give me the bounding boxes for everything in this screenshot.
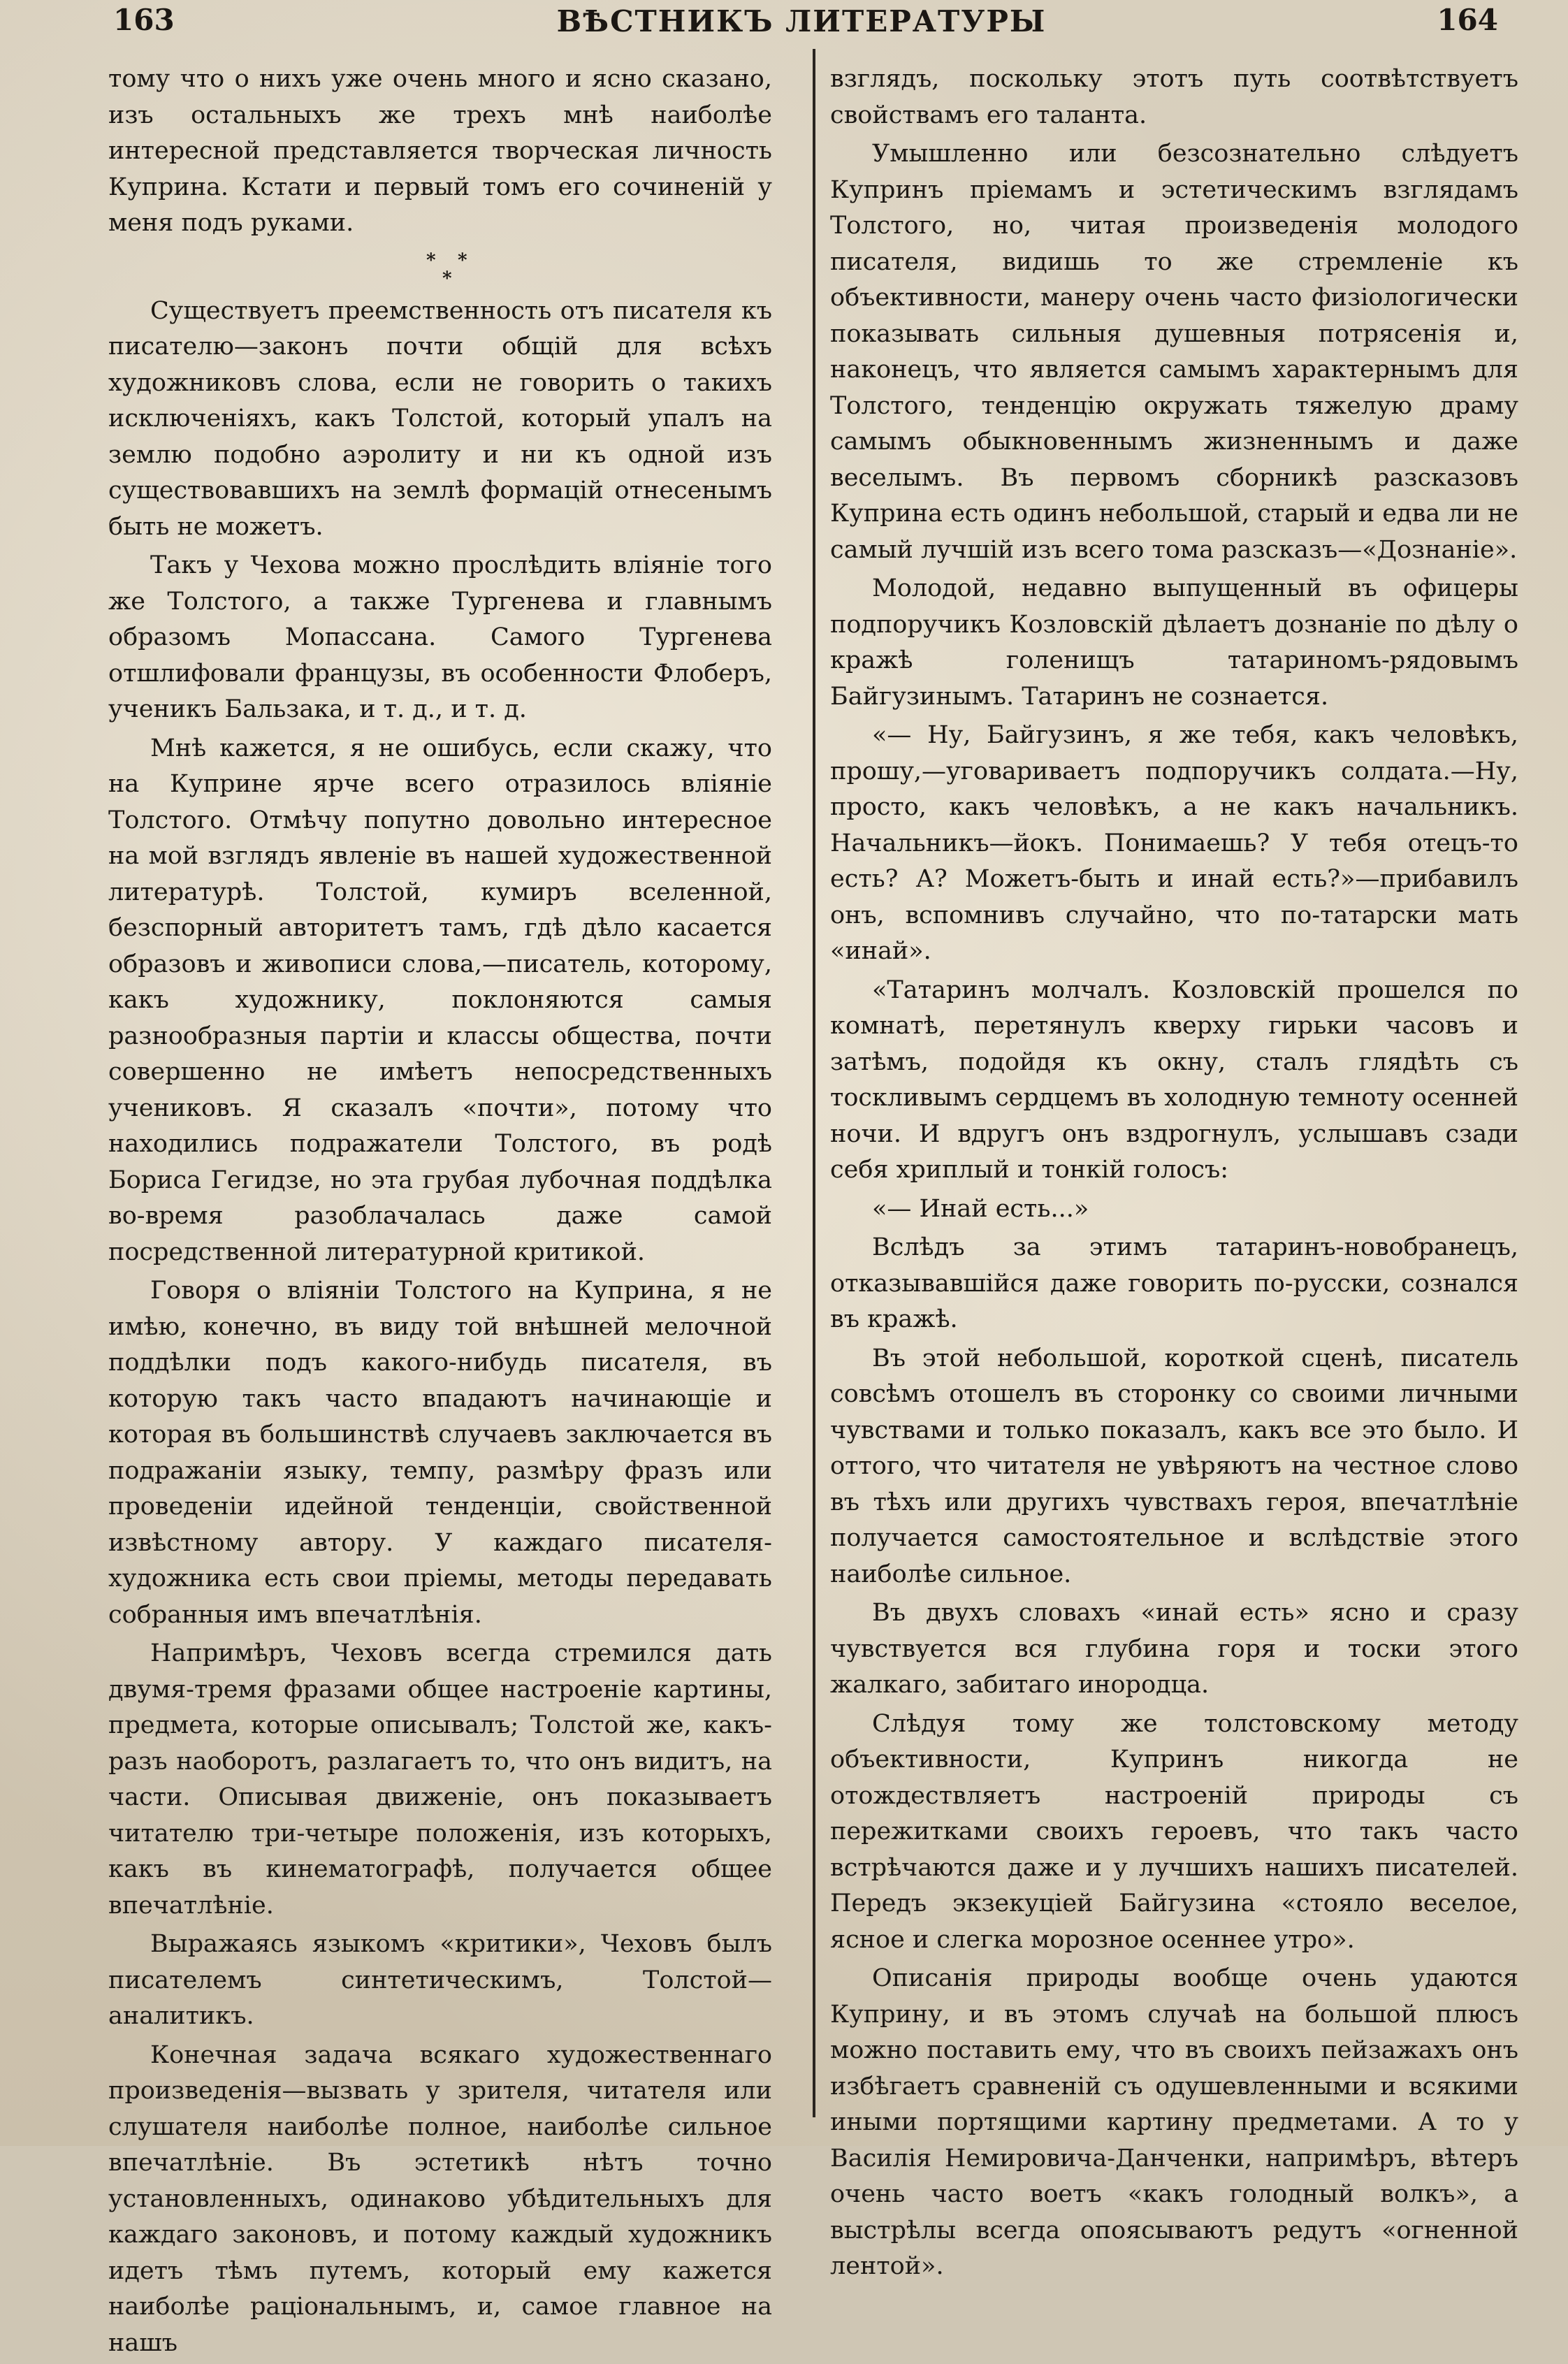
paragraph: взглядъ, поскольку этотъ путь соотвѣтствуетъ свойствамъ его таланта.: [830, 65, 1518, 129]
paragraph: Въ двухъ словахъ «инай есть» ясно и сразу чувствуется вся глубина горя и тоски этого жалкаго, забитаго инородца.: [830, 1599, 1518, 1699]
paragraph: Говоря о вліяніи Толстого на Куприна, я не имѣю, конечно, въ виду той внѣшней мелочной поддѣлки подъ какого-нибудь писателя, въ которую такъ часто впадаютъ начинающіе и которая въ большинствѣ случаевъ заключается въ подражаніи языку, темпу, размѣру фразъ или проведеніи идейной тенденціи, свойственной извѣстному автору. У каждаго писателя-художника есть свои пріемы, методы передавать собранныя имъ впечатлѣнія.: [108, 1277, 772, 1629]
left-column: [108, 61, 772, 2364]
paragraph: Существуетъ преемственность отъ писателя къ писателю—законъ почти общій для всѣхъ художниковъ слова, если не говорить о такихъ исключеніяхъ, какъ Толстой, который упалъ на землю подобно аэролиту и ни къ одной изъ существовавшихъ на землѣ формацій отнесенымъ быть не можетъ.: [108, 296, 772, 541]
left-page-number: 163: [113, 3, 175, 37]
paragraph: Слѣдуя тому же толстовскому методу объективности, Купринъ никогда не отождествляетъ настроеній природы съ пережитками своихъ героевъ, что такъ часто встрѣчаются даже и у лучшихъ нашихъ писателей. Передъ экзекуціей Байгузина «стояло веселое, ясное и слегка морозное осеннее утро».: [830, 1709, 1518, 1954]
paragraph: Такъ у Чехова можно прослѣдить вліяніе того же Толстого, а также Тургенева и главнымъ образомъ Мопассана. Самого Тургенева отшлифовали французы, въ особенности Флоберъ, ученикъ Бальзака, и т. д., и т. д.: [108, 551, 772, 723]
right-page-number: 164: [1437, 3, 1498, 37]
paragraph: Вслѣдъ за этимъ татаринъ-новобранецъ, отказывавшійся даже говорить по-русски, сознался въ кражѣ.: [830, 1233, 1518, 1333]
column-divider-rule: [813, 49, 815, 2117]
paragraph: Описанія природы вообще очень удаются Куприну, и въ этомъ случаѣ на большой плюсъ можно поставить ему, что въ своихъ пейзажахъ онъ избѣгаетъ сравненій съ одушевленными и всякими иными портящими картину предметами. А то у Василія Немировича-Данченки, напримѣръ, вѣтеръ очень часто воетъ «какъ голодный волкъ», а выстрѣлы всегда опоясываютъ редутъ «огненной лентой».: [830, 1964, 1518, 2280]
page-header: [105, 3, 1498, 42]
right-column: [830, 61, 1518, 2288]
paragraph: «— Ну, Байгузинъ, я же тебя, какъ человѣкъ, прошу,—уговариваетъ подпоручикъ солдата.—Ну, просто, какъ человѣкъ, а не какъ начальникъ. Начальникъ—йокъ. Понимаешь? У тебя отецъ-то есть? А? Можетъ-быть и инай есть?»—прибавилъ онъ, вспомнивъ случайно, что по-татарски мать «инай».: [830, 721, 1518, 965]
running-title: ВѢСТНИКЪ ЛИТЕРАТУРЫ: [556, 4, 1047, 38]
paragraph: Мнѣ кажется, я не ошибусь, если скажу, что на Куприне ярче всего отразилось вліяніе Толстого. Отмѣчу попутно довольно интересное на мой взглядъ явленіе въ нашей художественной литературѣ. Толстой, кумиръ вселенной, безспорный авторитетъ тамъ, гдѣ дѣло касается образовъ и живописи слова,—писатель, которому, какъ художнику, поклоняются самыя разнообразныя партіи и классы общества, почти совершенно не имѣетъ непосредственныхъ учениковъ. Я сказалъ «почти», потому что находились подражатели Толстого, въ родѣ Бориса Гегидзе, но эта грубая лубочная поддѣлка во-время разоблачалась даже самой посредственной литературной критикой.: [108, 734, 772, 1266]
paragraph: «Татаринъ молчалъ. Козловскій прошелся по комнатѣ, перетянулъ кверху гирьки часовъ и затѣмъ, подойдя къ окну, сталъ глядѣть съ тоскливымъ сердцемъ въ холодную темноту осенней ночи. И вдругъ онъ вздрогнулъ, услышавъ сзади себя хриплый и тонкій голосъ:: [830, 976, 1518, 1184]
paragraph: Умышленно или безсознательно слѣдуетъ Купринъ пріемамъ и эстетическимъ взглядамъ Толстого, но, читая произведенія молодого писателя, видишь то же стремленіе къ объективности, манеру очень часто физіологически показывать сильныя душевныя потрясенія и, наконецъ, что является самымъ характернымъ для Толстого, тенденцію окружать тяжелую драму самымъ обыкновеннымъ жизненнымъ и даже веселымъ. Въ первомъ сборникѣ разсказовъ Куприна есть одинъ небольшой, старый и едва ли не самый лучшій изъ всего тома разсказъ—«Дознаніе».: [830, 140, 1518, 564]
paragraph: Въ этой небольшой, короткой сценѣ, писатель совсѣмъ отошелъ въ сторонку со своими личными чувствами и только показалъ, какъ все это было. И оттого, что читателя не увѣряютъ на честное слово въ тѣхъ или другихъ чувствахъ героя, впечатлѣніе получается самостоятельное и вслѣдствіе этого наиболѣе сильное.: [830, 1344, 1518, 1588]
paragraph: Напримѣръ, Чеховъ всегда стремился дать двумя-тремя фразами общее настроеніе картины, предмета, которые описывалъ; Толстой же, какъ-разъ наоборотъ, разлагаетъ то, что онъ видитъ, на части. Описывая движеніе, онъ показываетъ читателю три-четыре положенія, изъ которыхъ, какъ въ кинематографѣ, получается общее впечатлѣніе.: [108, 1639, 772, 1920]
section-asterism: * * *: [426, 249, 467, 289]
paragraph: «— Инай есть...»: [872, 1194, 1089, 1223]
paragraph: Выражаясь языкомъ «критики», Чеховъ былъ писателемъ синтетическимъ, Толстой—аналитикъ.: [108, 1930, 772, 2030]
paragraph: Конечная задача всякаго художественнаго произведенія—вызвать у зрителя, читателя или слушателя наиболѣе полное, наиболѣе сильное впечатлѣніе. Въ эстетикѣ нѣтъ точно установленныхъ, одинаково убѣдительныхъ для каждаго законовъ, и потому каждый художникъ идетъ тѣмъ путемъ, который ему кажется наиболѣе раціональнымъ, и, самое главное на нашъ: [108, 2040, 772, 2357]
paragraph: тому что о нихъ уже очень много и ясно сказано, изъ остальныхъ же трехъ мнѣ наиболѣе интересной представляется творческая личность Куприна. Кстати и первый томъ его сочиненій у меня подъ руками.: [108, 65, 772, 237]
paragraph: Молодой, недавно выпущенный въ офицеры подпоручикъ Козловскій дѣлаетъ дознаніе по дѣлу о кражѣ голенищъ татариномъ-рядовымъ Байгузинымъ. Татаринъ не сознается.: [830, 574, 1518, 711]
